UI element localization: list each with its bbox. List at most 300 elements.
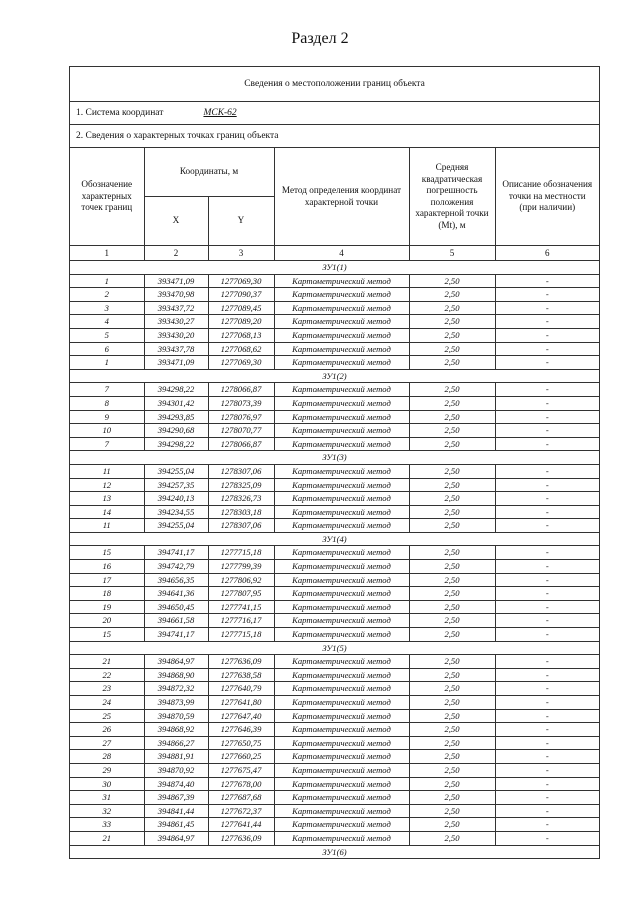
error-cell: 2,50 xyxy=(409,342,495,356)
x-coordinate: 394661,58 xyxy=(144,614,208,628)
x-coordinate: 394298,22 xyxy=(144,437,208,451)
description-cell: - xyxy=(495,723,599,737)
point-number: 21 xyxy=(70,655,144,669)
point-number: 15 xyxy=(70,546,144,560)
group-row xyxy=(70,369,599,383)
error-cell: 2,50 xyxy=(409,628,495,642)
error-cell: 2,50 xyxy=(409,546,495,560)
error-cell: 2,50 xyxy=(409,831,495,845)
description-cell: - xyxy=(495,763,599,777)
description-cell: - xyxy=(495,573,599,587)
point-number: 30 xyxy=(70,777,144,791)
table-row xyxy=(70,560,599,574)
table-row xyxy=(70,736,599,750)
method-cell: Картометрический метод xyxy=(274,587,409,601)
header-point-name: Обозначение характерных точек границ xyxy=(70,148,144,246)
method-cell: Картометрический метод xyxy=(274,356,409,370)
table-row xyxy=(70,791,599,805)
point-number: 25 xyxy=(70,709,144,723)
error-cell: 2,50 xyxy=(409,791,495,805)
description-cell: - xyxy=(495,709,599,723)
x-coordinate: 393437,78 xyxy=(144,342,208,356)
x-coordinate: 394872,32 xyxy=(144,682,208,696)
y-coordinate: 1278073,39 xyxy=(208,396,274,410)
x-coordinate: 393470,98 xyxy=(144,288,208,302)
group-name: ЗУ1(3) xyxy=(70,451,599,465)
group-name: ЗУ1(5) xyxy=(70,641,599,655)
x-coordinate: 393430,27 xyxy=(144,315,208,329)
y-coordinate: 1277068,62 xyxy=(208,342,274,356)
y-coordinate: 1278066,87 xyxy=(208,383,274,397)
description-cell: - xyxy=(495,274,599,288)
x-coordinate: 394234,55 xyxy=(144,505,208,519)
table-row xyxy=(70,437,599,451)
header-error: Средняя квадратическая погрешность положения характерной точки (Mt), м xyxy=(409,148,495,246)
x-coordinate: 394741,17 xyxy=(144,546,208,560)
table-row xyxy=(70,682,599,696)
table-row xyxy=(70,723,599,737)
error-cell: 2,50 xyxy=(409,437,495,451)
method-cell: Картометрический метод xyxy=(274,750,409,764)
description-cell: - xyxy=(495,614,599,628)
y-coordinate: 1277090,37 xyxy=(208,288,274,302)
method-cell: Картометрический метод xyxy=(274,709,409,723)
y-coordinate: 1277678,00 xyxy=(208,777,274,791)
table-row xyxy=(70,546,599,560)
point-number: 13 xyxy=(70,492,144,506)
description-cell: - xyxy=(495,628,599,642)
y-coordinate: 1278066,87 xyxy=(208,437,274,451)
header-x: X xyxy=(144,197,208,246)
point-number: 9 xyxy=(70,410,144,424)
group-name: ЗУ1(1) xyxy=(70,261,599,275)
x-coordinate: 394255,04 xyxy=(144,519,208,533)
point-number: 28 xyxy=(70,750,144,764)
x-coordinate: 394864,97 xyxy=(144,655,208,669)
y-coordinate: 1277641,80 xyxy=(208,696,274,710)
description-cell: - xyxy=(495,410,599,424)
point-number: 22 xyxy=(70,668,144,682)
point-number: 31 xyxy=(70,791,144,805)
method-cell: Картометрический метод xyxy=(274,560,409,574)
method-cell: Картометрический метод xyxy=(274,492,409,506)
table-row xyxy=(70,655,599,669)
coordinate-system-value: МСК-62 xyxy=(203,108,237,118)
method-cell: Картометрический метод xyxy=(274,668,409,682)
description-cell: - xyxy=(495,342,599,356)
column-number: 4 xyxy=(274,246,409,261)
section-title: Раздел 2 xyxy=(291,30,349,47)
description-cell: - xyxy=(495,777,599,791)
y-coordinate: 1277660,25 xyxy=(208,750,274,764)
description-cell: - xyxy=(495,492,599,506)
point-number: 1 xyxy=(70,356,144,370)
description-cell: - xyxy=(495,818,599,832)
y-coordinate: 1277638,58 xyxy=(208,668,274,682)
header-method: Метод определения координат характерной точки xyxy=(274,148,409,246)
error-cell: 2,50 xyxy=(409,505,495,519)
x-coordinate: 394255,04 xyxy=(144,464,208,478)
y-coordinate: 1277687,68 xyxy=(208,791,274,805)
coordinate-system-label: 1. Система координат xyxy=(76,108,164,118)
method-cell: Картометрический метод xyxy=(274,614,409,628)
y-coordinate: 1278326,73 xyxy=(208,492,274,506)
method-cell: Картометрический метод xyxy=(274,505,409,519)
header-coordinates: Координаты, м xyxy=(144,148,274,197)
table-row xyxy=(70,696,599,710)
x-coordinate: 394742,79 xyxy=(144,560,208,574)
description-cell: - xyxy=(495,396,599,410)
table-row xyxy=(70,519,599,533)
column-number: 3 xyxy=(208,246,274,261)
error-cell: 2,50 xyxy=(409,804,495,818)
method-cell: Картометрический метод xyxy=(274,437,409,451)
description-cell: - xyxy=(495,600,599,614)
description-cell: - xyxy=(495,356,599,370)
table-row xyxy=(70,668,599,682)
point-number: 32 xyxy=(70,804,144,818)
y-coordinate: 1277741,15 xyxy=(208,600,274,614)
coordinates-document xyxy=(69,66,600,859)
y-coordinate: 1277672,37 xyxy=(208,804,274,818)
table-row xyxy=(70,274,599,288)
method-cell: Картометрический метод xyxy=(274,831,409,845)
y-coordinate: 1277089,45 xyxy=(208,301,274,315)
x-coordinate: 394874,40 xyxy=(144,777,208,791)
y-coordinate: 1277715,18 xyxy=(208,628,274,642)
method-cell: Картометрический метод xyxy=(274,328,409,342)
error-cell: 2,50 xyxy=(409,464,495,478)
y-coordinate: 1278076,97 xyxy=(208,410,274,424)
point-number: 16 xyxy=(70,560,144,574)
y-coordinate: 1278307,06 xyxy=(208,464,274,478)
method-cell: Картометрический метод xyxy=(274,763,409,777)
method-cell: Картометрический метод xyxy=(274,791,409,805)
x-coordinate: 394841,44 xyxy=(144,804,208,818)
x-coordinate: 394873,99 xyxy=(144,696,208,710)
y-coordinate: 1278303,18 xyxy=(208,505,274,519)
error-cell: 2,50 xyxy=(409,736,495,750)
error-cell: 2,50 xyxy=(409,723,495,737)
y-coordinate: 1277807,95 xyxy=(208,587,274,601)
method-cell: Картометрический метод xyxy=(274,655,409,669)
group-row xyxy=(70,261,599,275)
error-cell: 2,50 xyxy=(409,328,495,342)
description-cell: - xyxy=(495,328,599,342)
table-row xyxy=(70,573,599,587)
error-cell: 2,50 xyxy=(409,763,495,777)
table-row xyxy=(70,587,599,601)
point-number: 4 xyxy=(70,315,144,329)
method-cell: Картометрический метод xyxy=(274,736,409,750)
error-cell: 2,50 xyxy=(409,655,495,669)
method-cell: Картометрический метод xyxy=(274,424,409,438)
x-coordinate: 394864,97 xyxy=(144,831,208,845)
table-row xyxy=(70,505,599,519)
error-cell: 2,50 xyxy=(409,478,495,492)
column-number: 1 xyxy=(70,246,144,261)
column-number: 5 xyxy=(409,246,495,261)
y-coordinate: 1277799,39 xyxy=(208,560,274,574)
error-cell: 2,50 xyxy=(409,573,495,587)
error-cell: 2,50 xyxy=(409,410,495,424)
method-cell: Картометрический метод xyxy=(274,600,409,614)
description-cell: - xyxy=(495,288,599,302)
group-name: ЗУ1(6) xyxy=(70,845,599,859)
table-row xyxy=(70,478,599,492)
description-cell: - xyxy=(495,519,599,533)
table-row xyxy=(70,464,599,478)
point-number: 21 xyxy=(70,831,144,845)
table-row xyxy=(70,804,599,818)
x-coordinate: 394298,22 xyxy=(144,383,208,397)
point-number: 19 xyxy=(70,600,144,614)
error-cell: 2,50 xyxy=(409,614,495,628)
method-cell: Картометрический метод xyxy=(274,383,409,397)
table-row xyxy=(70,709,599,723)
group-row xyxy=(70,451,599,465)
x-coordinate: 394641,36 xyxy=(144,587,208,601)
table-row xyxy=(70,818,599,832)
point-number: 11 xyxy=(70,464,144,478)
error-cell: 2,50 xyxy=(409,668,495,682)
method-cell: Картометрический метод xyxy=(274,546,409,560)
error-cell: 2,50 xyxy=(409,301,495,315)
description-cell: - xyxy=(495,831,599,845)
description-cell: - xyxy=(495,546,599,560)
error-cell: 2,50 xyxy=(409,396,495,410)
y-coordinate: 1277069,30 xyxy=(208,356,274,370)
group-row xyxy=(70,845,599,859)
error-cell: 2,50 xyxy=(409,424,495,438)
description-cell: - xyxy=(495,682,599,696)
point-number: 1 xyxy=(70,274,144,288)
points-table xyxy=(70,148,599,859)
x-coordinate: 393471,09 xyxy=(144,274,208,288)
x-coordinate: 394301,42 xyxy=(144,396,208,410)
x-coordinate: 394868,92 xyxy=(144,723,208,737)
description-cell: - xyxy=(495,505,599,519)
description-cell: - xyxy=(495,655,599,669)
table-row xyxy=(70,410,599,424)
point-number: 12 xyxy=(70,478,144,492)
table-row xyxy=(70,383,599,397)
description-cell: - xyxy=(495,736,599,750)
x-coordinate: 393430,20 xyxy=(144,328,208,342)
point-number: 10 xyxy=(70,424,144,438)
description-cell: - xyxy=(495,750,599,764)
x-coordinate: 394861,45 xyxy=(144,818,208,832)
y-coordinate: 1277715,18 xyxy=(208,546,274,560)
table-row xyxy=(70,628,599,642)
method-cell: Картометрический метод xyxy=(274,396,409,410)
point-number: 15 xyxy=(70,628,144,642)
error-cell: 2,50 xyxy=(409,709,495,723)
group-row xyxy=(70,641,599,655)
error-cell: 2,50 xyxy=(409,587,495,601)
point-number: 26 xyxy=(70,723,144,737)
column-number: 6 xyxy=(495,246,599,261)
error-cell: 2,50 xyxy=(409,519,495,533)
x-coordinate: 394650,45 xyxy=(144,600,208,614)
method-cell: Картометрический метод xyxy=(274,274,409,288)
description-cell: - xyxy=(495,668,599,682)
x-coordinate: 394240,13 xyxy=(144,492,208,506)
error-cell: 2,50 xyxy=(409,315,495,329)
point-number: 24 xyxy=(70,696,144,710)
description-cell: - xyxy=(495,464,599,478)
y-coordinate: 1277647,40 xyxy=(208,709,274,723)
method-cell: Картометрический метод xyxy=(274,804,409,818)
y-coordinate: 1277650,75 xyxy=(208,736,274,750)
y-coordinate: 1278325,09 xyxy=(208,478,274,492)
point-number: 20 xyxy=(70,614,144,628)
method-cell: Картометрический метод xyxy=(274,301,409,315)
group-row xyxy=(70,532,599,546)
method-cell: Картометрический метод xyxy=(274,464,409,478)
method-cell: Картометрический метод xyxy=(274,818,409,832)
method-cell: Картометрический метод xyxy=(274,315,409,329)
method-cell: Картометрический метод xyxy=(274,628,409,642)
table-row xyxy=(70,750,599,764)
x-coordinate: 394290,68 xyxy=(144,424,208,438)
error-cell: 2,50 xyxy=(409,288,495,302)
x-coordinate: 394868,90 xyxy=(144,668,208,682)
point-number: 27 xyxy=(70,736,144,750)
header-description: Описание обозначения точки на местности (при наличии) xyxy=(495,148,599,246)
point-number: 5 xyxy=(70,328,144,342)
description-cell: - xyxy=(495,437,599,451)
y-coordinate: 1277646,39 xyxy=(208,723,274,737)
method-cell: Картометрический метод xyxy=(274,342,409,356)
description-cell: - xyxy=(495,696,599,710)
error-cell: 2,50 xyxy=(409,696,495,710)
point-number: 7 xyxy=(70,437,144,451)
y-coordinate: 1277068,13 xyxy=(208,328,274,342)
y-coordinate: 1278070,77 xyxy=(208,424,274,438)
description-cell: - xyxy=(495,791,599,805)
table-row xyxy=(70,288,599,302)
table-row xyxy=(70,492,599,506)
table-row xyxy=(70,301,599,315)
x-coordinate: 394866,27 xyxy=(144,736,208,750)
point-number: 6 xyxy=(70,342,144,356)
y-coordinate: 1278307,06 xyxy=(208,519,274,533)
points-table-body xyxy=(70,261,599,859)
block-title: Сведения о местоположении границ объекта xyxy=(70,67,599,102)
x-coordinate: 393437,72 xyxy=(144,301,208,315)
y-coordinate: 1277716,17 xyxy=(208,614,274,628)
error-cell: 2,50 xyxy=(409,356,495,370)
x-coordinate: 394741,17 xyxy=(144,628,208,642)
point-number: 2 xyxy=(70,288,144,302)
method-cell: Картометрический метод xyxy=(274,478,409,492)
point-number: 23 xyxy=(70,682,144,696)
method-cell: Картометрический метод xyxy=(274,696,409,710)
y-coordinate: 1277069,30 xyxy=(208,274,274,288)
table-row xyxy=(70,328,599,342)
description-cell: - xyxy=(495,478,599,492)
error-cell: 2,50 xyxy=(409,492,495,506)
y-coordinate: 1277806,92 xyxy=(208,573,274,587)
point-number: 11 xyxy=(70,519,144,533)
group-name: ЗУ1(4) xyxy=(70,532,599,546)
error-cell: 2,50 xyxy=(409,600,495,614)
header-y: Y xyxy=(208,197,274,246)
method-cell: Картометрический метод xyxy=(274,410,409,424)
error-cell: 2,50 xyxy=(409,777,495,791)
column-numbers-row xyxy=(70,246,599,261)
point-number: 29 xyxy=(70,763,144,777)
method-cell: Картометрический метод xyxy=(274,723,409,737)
description-cell: - xyxy=(495,804,599,818)
error-cell: 2,50 xyxy=(409,274,495,288)
x-coordinate: 394293,85 xyxy=(144,410,208,424)
point-number: 17 xyxy=(70,573,144,587)
table-row xyxy=(70,777,599,791)
error-cell: 2,50 xyxy=(409,818,495,832)
table-row xyxy=(70,342,599,356)
table-row xyxy=(70,424,599,438)
point-number: 18 xyxy=(70,587,144,601)
y-coordinate: 1277675,47 xyxy=(208,763,274,777)
y-coordinate: 1277636,09 xyxy=(208,655,274,669)
table-row xyxy=(70,614,599,628)
point-number: 14 xyxy=(70,505,144,519)
method-cell: Картометрический метод xyxy=(274,682,409,696)
table-row xyxy=(70,763,599,777)
point-number: 7 xyxy=(70,383,144,397)
table-row xyxy=(70,396,599,410)
description-cell: - xyxy=(495,424,599,438)
table-row xyxy=(70,831,599,845)
error-cell: 2,50 xyxy=(409,560,495,574)
x-coordinate: 394881,91 xyxy=(144,750,208,764)
points-heading: 2. Сведения о характерных точках границ объекта xyxy=(70,125,599,148)
x-coordinate: 394867,39 xyxy=(144,791,208,805)
x-coordinate: 393471,09 xyxy=(144,356,208,370)
table-row xyxy=(70,315,599,329)
description-cell: - xyxy=(495,301,599,315)
description-cell: - xyxy=(495,560,599,574)
point-number: 3 xyxy=(70,301,144,315)
y-coordinate: 1277640,79 xyxy=(208,682,274,696)
point-number: 33 xyxy=(70,818,144,832)
y-coordinate: 1277636,09 xyxy=(208,831,274,845)
y-coordinate: 1277089,20 xyxy=(208,315,274,329)
error-cell: 2,50 xyxy=(409,383,495,397)
x-coordinate: 394656,35 xyxy=(144,573,208,587)
group-name: ЗУ1(2) xyxy=(70,369,599,383)
method-cell: Картометрический метод xyxy=(274,777,409,791)
column-number: 2 xyxy=(144,246,208,261)
table-row xyxy=(70,600,599,614)
method-cell: Картометрический метод xyxy=(274,519,409,533)
method-cell: Картометрический метод xyxy=(274,573,409,587)
y-coordinate: 1277641,44 xyxy=(208,818,274,832)
table-row xyxy=(70,356,599,370)
description-cell: - xyxy=(495,383,599,397)
point-number: 8 xyxy=(70,396,144,410)
description-cell: - xyxy=(495,587,599,601)
method-cell: Картометрический метод xyxy=(274,288,409,302)
coordinate-system-row xyxy=(70,102,599,125)
x-coordinate: 394257,35 xyxy=(144,478,208,492)
x-coordinate: 394870,59 xyxy=(144,709,208,723)
error-cell: 2,50 xyxy=(409,750,495,764)
x-coordinate: 394870,92 xyxy=(144,763,208,777)
description-cell: - xyxy=(495,315,599,329)
